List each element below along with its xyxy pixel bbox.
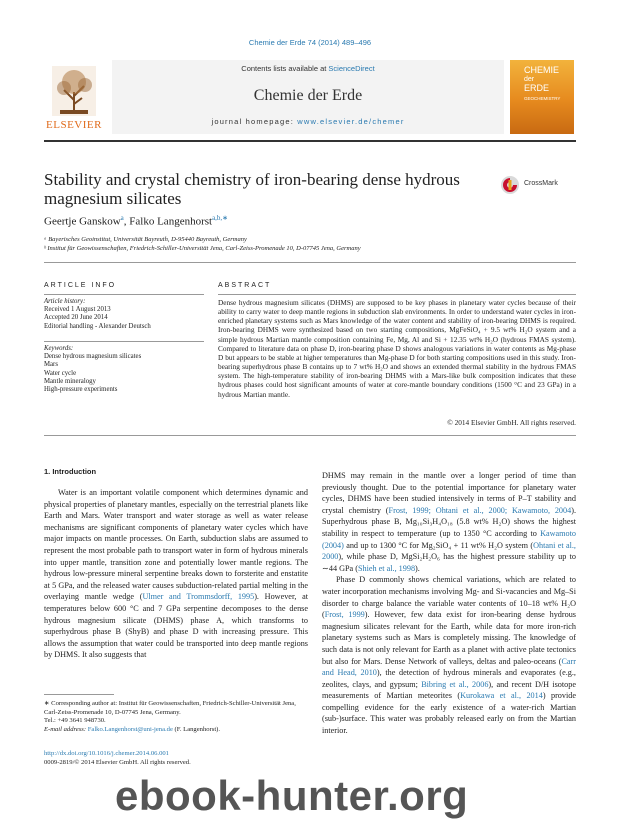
- keyword-item: Mars: [44, 361, 58, 369]
- keyword-item: Water cycle: [44, 369, 77, 377]
- text-run: Phase D commonly shows chemical variations, which are related to water incorporation mechanisms involving Mg- and Si-vacancies and Mg–Si disorder to charge balance the variable water contents of 10–18 wt% H₂O (: [322, 575, 576, 620]
- elsevier-tree-icon: [52, 66, 96, 116]
- email-note: [44, 726, 308, 735]
- author-1: Geertje Ganskow: [44, 215, 121, 228]
- intro-paragraph-1-cont: [322, 470, 576, 574]
- journal-title: Chemie der Erde: [253, 87, 363, 104]
- header-rule: [44, 140, 576, 142]
- abstract-bottom-rule: [44, 435, 576, 436]
- author-1-affiliation-mark[interactable]: a: [120, 214, 124, 222]
- keyword-item: Mantle mineralogy: [44, 377, 96, 385]
- accepted-date: Accepted 20 June 2014: [44, 314, 108, 322]
- cover-title-line-3: ERDE: [524, 83, 550, 93]
- citation-link[interactable]: Bibring et al., 2006: [421, 679, 489, 689]
- citation-link[interactable]: Ulmer and Trommsdorff, 1995: [142, 592, 255, 602]
- text-run: ) provide compelling evidence for the early existence of a water-rich Martian (sub-)surface. This water was probably released early on from the Martian interior.: [322, 691, 576, 736]
- introduction-heading: 1. Introduction: [44, 467, 97, 476]
- citation-link[interactable]: Kawamoto (2004): [322, 528, 576, 550]
- contents-line: [112, 64, 504, 73]
- contents-prefix: Contents lists available at: [241, 64, 329, 73]
- text-run: ), and recent D/H isotope measurements of Martian meteorites (: [322, 679, 576, 701]
- abstract-copyright: © 2014 Elsevier GmbH. All rights reserved.: [447, 418, 576, 427]
- citation-link[interactable]: Frost, 1999: [324, 610, 365, 620]
- cover-subtitle: GEOCHEMISTRY: [524, 96, 561, 101]
- keywords-label: Keywords:: [44, 345, 74, 352]
- intro-paragraph-2: [322, 574, 576, 736]
- citation-link[interactable]: Ohtani et al., 2000: [322, 540, 576, 562]
- author-2: Falko Langenhorst: [129, 215, 213, 228]
- text-run: ), the detection of hydrous minerals and evaporates (e.g., zeolites, clays, and gypsum;: [322, 668, 576, 689]
- cover-title: [524, 66, 559, 93]
- text-run: and up to 1300 °C for Mg₂SiO₄ + 11 wt% H₂O system (: [343, 540, 534, 550]
- email-link[interactable]: Falko.Langenhorst@uni-jena.de: [87, 725, 173, 733]
- text-run: ). However, few data exist for iron-bearing dense hydrous magnesium silicates relevant for the Earth, while data for more iron-rich planetary systems such as Mars is completely missing. The knowledge of such data is not only relevant for Earth as a planet with active plate tectonics but also for Mars. Dense Network of valleys, deltas and paleo-oceans (: [322, 610, 576, 666]
- article-title: Stability and crystal chemistry of iron-bearing dense hydrous magnesium silicates: [44, 170, 460, 208]
- watermark-text: ebook-hunter.org: [115, 772, 469, 819]
- affiliation-b: ᵇ Institut für Geowissenschaften, Friedrich-Schiller-Universität Jena, Carl-Zeiss-Promenade 10, D-07745 Jena, Germany: [44, 245, 361, 252]
- keywords-rule: [44, 341, 204, 342]
- article-info-rule: [44, 294, 204, 295]
- journal-banner: [112, 60, 504, 134]
- history-label: Article history:: [44, 298, 86, 305]
- issn-line: 0009-2819/© 2014 Elsevier GmbH. All rights reserved.: [44, 759, 191, 766]
- affiliation-rule: [44, 262, 576, 263]
- elsevier-logo: [44, 64, 104, 134]
- sciencedirect-link[interactable]: ScienceDirect: [328, 64, 375, 73]
- crossmark-icon: [500, 175, 520, 195]
- abstract-text: Dense hydrous magnesium silicates (DHMS) are supposed to be key phases in planetary water cycles because of their ability to carry water to deep mantle regions in subduction slab environments. In order to understand water cycles in iron-enriched planetary systems such as Mars knowledge of the water content and stability of iron-bearing DHMS is required. Iron-bearing DHMS were synthesized based on two starting compositions, MgFeSiO₄ + 9.5 wt% H₂O system and a simple hydrous Martian mantle composition containing Fe, Mg, Al and Si + 12.35 wt% H₂O (hydrous FMAS system). Compared to literature data on phase D, iron-bearing phase D shows analogous variations in water contents as Mg-phase D but appears to be stable at higher temperatures than Mg-phase D for both starting compositions used in this study. Iron-bearing superhydrous phase B contains up to 7 wt% H₂O and shows an extended thermal stability in the hydrous FMAS system. The high-temperature stability of iron-bearing DHMS with a Mars-like bulk composition indicates that these hydrous phases could host significant amounts of water at core-mantle boundary conditions (1500 °C and 23 GPa) in a hydrous Martian mantle.: [218, 298, 576, 399]
- citation-link[interactable]: Frost, 1999; Ohtani et al., 2000; Kawamoto, 2004: [388, 505, 572, 515]
- homepage-link[interactable]: www.elsevier.de/chemer: [297, 117, 405, 126]
- right-column-text: [322, 470, 576, 737]
- left-column-text: [44, 487, 308, 661]
- author-list: [44, 214, 228, 228]
- crossmark-badge[interactable]: [500, 175, 576, 195]
- affiliation-a: ᵃ Bayerisches Geoinstitut, Universität Bayreuth, D-95440 Bayreuth, Germany: [44, 236, 247, 243]
- email-label: E-mail address:: [44, 725, 88, 733]
- cover-title-line-2: der: [524, 76, 535, 83]
- footnote: [44, 700, 308, 734]
- citation-link[interactable]: Shieh et al., 1998: [357, 563, 416, 573]
- homepage-prefix: journal homepage:: [211, 117, 298, 126]
- abstract-heading: ABSTRACT: [218, 282, 272, 289]
- telephone-note: Tel.: +49 3641 948730.: [44, 717, 106, 725]
- footnote-rule: [44, 694, 114, 695]
- homepage-line: [112, 117, 504, 126]
- received-date: Received 1 August 2013: [44, 306, 111, 314]
- text-run: ), while phase D, MgSi₂H₂O₆ has the highest pressure stability up to ∼44 GPa (: [322, 552, 576, 573]
- author-2-affiliation-mark[interactable]: a,b,∗: [212, 214, 229, 222]
- text-run: DHMS may remain in the mantle over a longer period of time than previously thought. Due to the potential importance for planetary water cycles, DHMS have been studied intensively in terms of P–T stability and crystal chemistry (: [322, 471, 576, 515]
- citation-link[interactable]: Carr and Head, 2010: [322, 656, 576, 678]
- keyword-item: High-pressure experiments: [44, 386, 118, 394]
- journal-reference[interactable]: Chemie der Erde 74 (2014) 489–496: [248, 38, 372, 47]
- editorial-handling: Editorial handling - Alexander Deutsch: [44, 322, 151, 330]
- text-run: ). However, at temperatures below 600 °C and 7 GPa serpentine decomposes to the dense hydrous magnesium silicate (DHMS) phase A, which transforms to superhydrous phase B (ShyB) and phase D with increasing pressure. This allows the assumption that water could be transported into deep mantle regions by DHMS. It also suggests that: [44, 592, 308, 660]
- journal-cover: [510, 60, 574, 134]
- keyword-item: Dense hydrous magnesium silicates: [44, 353, 142, 361]
- crossmark-label: CrossMark: [524, 180, 558, 187]
- abstract-rule: [218, 294, 576, 295]
- text-run: ). Superhydrous phase B, Mg₁₀Si₃H₄O₁₈ (5.8 wt% H₂O) shows the highest stability in respect to temperature (up to 1350 °C according to: [322, 505, 576, 538]
- article-history: [44, 298, 204, 331]
- text-run: Water is an important volatile component which determines dynamic and physical properties of planetary mantles, especially on the terrestrial planets like Earth and Mars. Water transport and water storage as well as water release mechanisms are significant components of planetary water cycles which have major impacts on mantle processes. On Earth, subduction slabs are assumed to represent the most probable path to transport water in form of hydrous minerals into upper mantle, transition zone and potentially lower mantle regions. The hydrous low-pressure mineral serpentine breaks down to forsterite and enstatite at 5 GPa, and the released water causes subduction-related partial melting in the overlaying mantle wedge (: [44, 488, 308, 602]
- article-info-heading: ARTICLE INFO: [44, 282, 117, 289]
- cover-title-line-1: CHEMIE: [524, 65, 560, 75]
- corresponding-author-note: ∗ Corresponding author at: Institut für Geowissenschaften, Friedrich-Schiller-Universität Jena, Carl-Zeiss-Promenade 10, D-07745 Jena, Germany.: [44, 700, 296, 716]
- citation-link[interactable]: Kurokawa et al., 2014: [460, 691, 543, 701]
- text-run: ).: [415, 563, 420, 573]
- elsevier-wordmark: ELSEVIER: [46, 119, 102, 131]
- author-separator: ,: [123, 215, 130, 228]
- doi-link[interactable]: http://dx.doi.org/10.1016/j.chemer.2014.06.001: [44, 750, 169, 757]
- email-suffix: (F. Langenhorst).: [172, 725, 220, 733]
- intro-paragraph-1: [44, 487, 308, 661]
- keywords-block: [44, 345, 204, 394]
